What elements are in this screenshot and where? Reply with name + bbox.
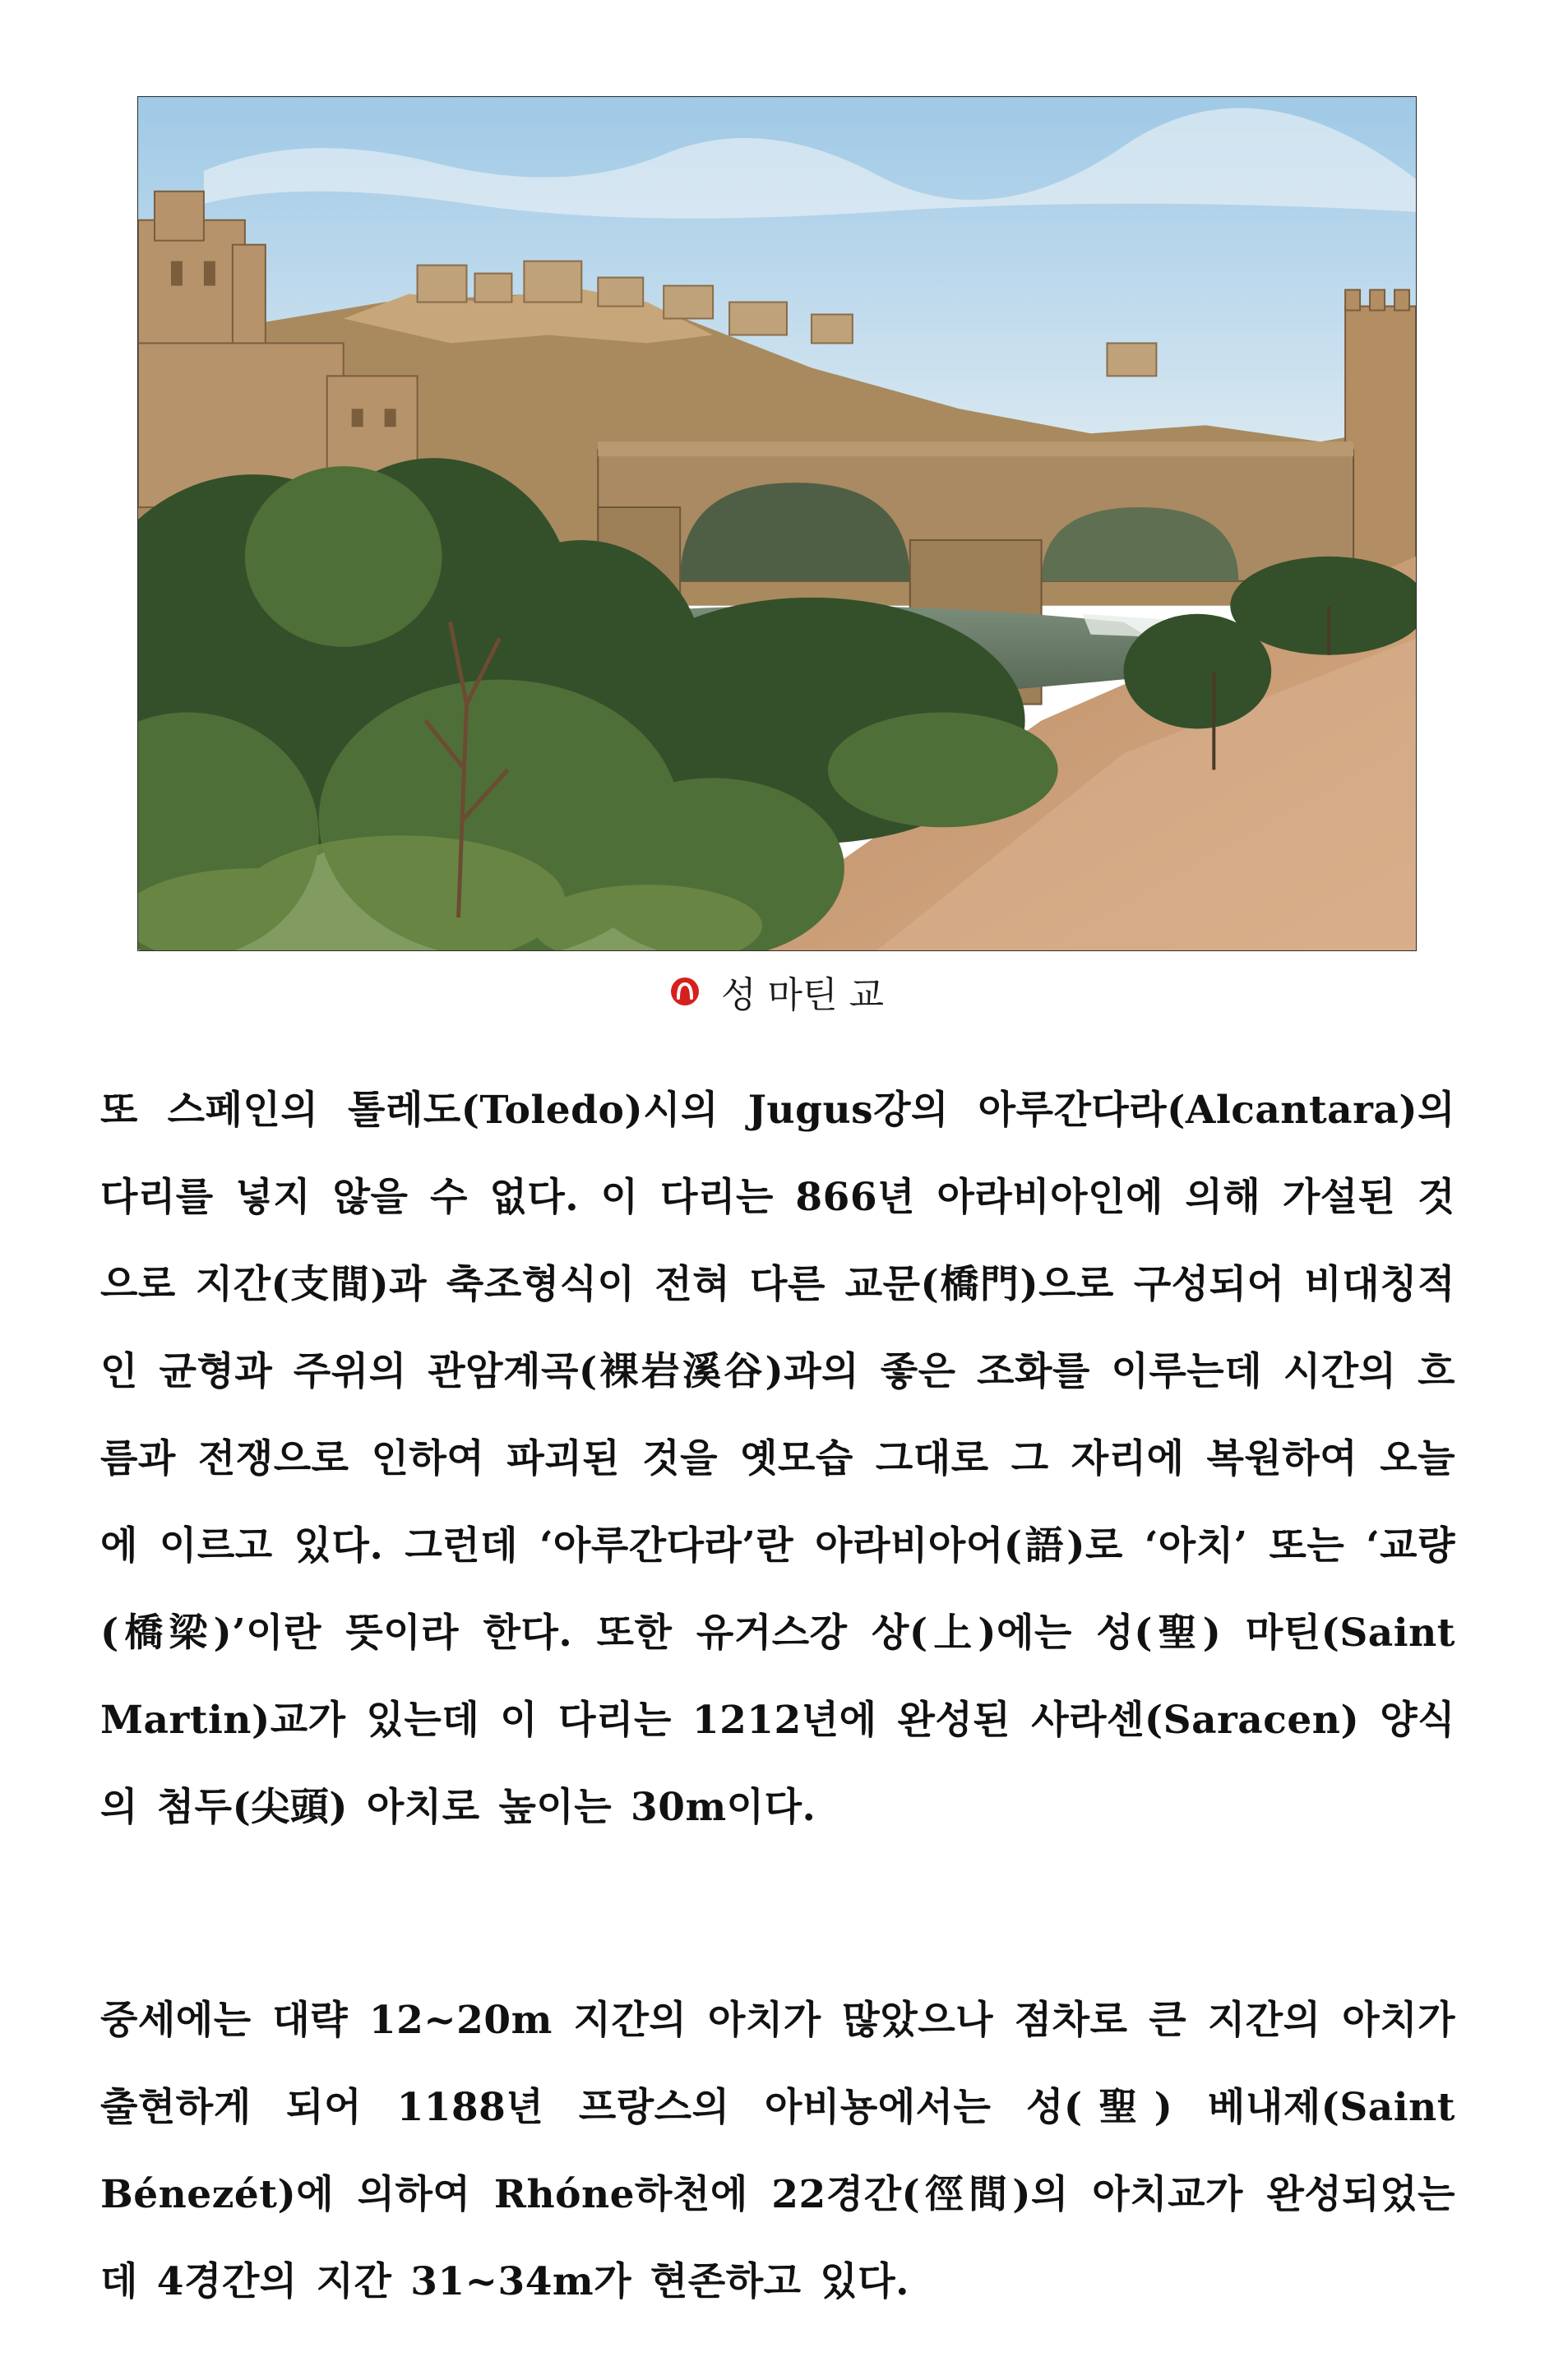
red-circle-arrow-icon <box>670 977 700 1006</box>
paragraph-1: 또 스페인의 톨레도(Toledo)시의 Jugus강의 아루간다라(Alcantara)의 다리를 넣지 않을 수 없다. 이 다리는 866년 아라비아인에 의해 가설된 것으로 지간(支間)과 축조형식이 전혀 다른 교문(橋門)으로 구성되어 비대칭적인 균형과 주위의 관암계곡(裸岩溪谷)과의 좋은 조화를 이루는데 시간의 흐름과 전쟁으로 인하여 파괴된 것을 옛모습 그대로 그 자리에 복원하여 오늘에 이르고 있다. 그런데 ‘아루간다라’란 아라비아어(語)로 ‘아치’ 또는 ‘교량(橋梁)’이란 뜻이라 한다. 또한 유거스강 상(上)에는 성(聖) 마틴(Saint Martin)교가 있는데 이 다리는 1212년에 완성된 사라센(Saracen) 양식의 첨두(尖頭) 아치로 높이는 30m이다. <box>100 1088 1455 1830</box>
paragraph-2: 중세에는 대략 12~20m 지간의 아치가 많았으나 점차로 큰 지간의 아치가 출현하게 되어 1188년 프랑스의 아비뇽에서는 성(聖) 베내제(Saint Bénezét)에 의하여 Rhóne하천에 22경간(徑間)의 아치교가 완성되었는데 4경간의 지간 31~34m가 현존하고 있다. <box>100 1998 1455 2304</box>
photo-caption <box>0 963 1554 1020</box>
bridge-photo-illustration <box>138 97 1416 950</box>
caption-text: 성 마틴 교 <box>721 974 884 1016</box>
bridge-photo <box>137 96 1417 951</box>
